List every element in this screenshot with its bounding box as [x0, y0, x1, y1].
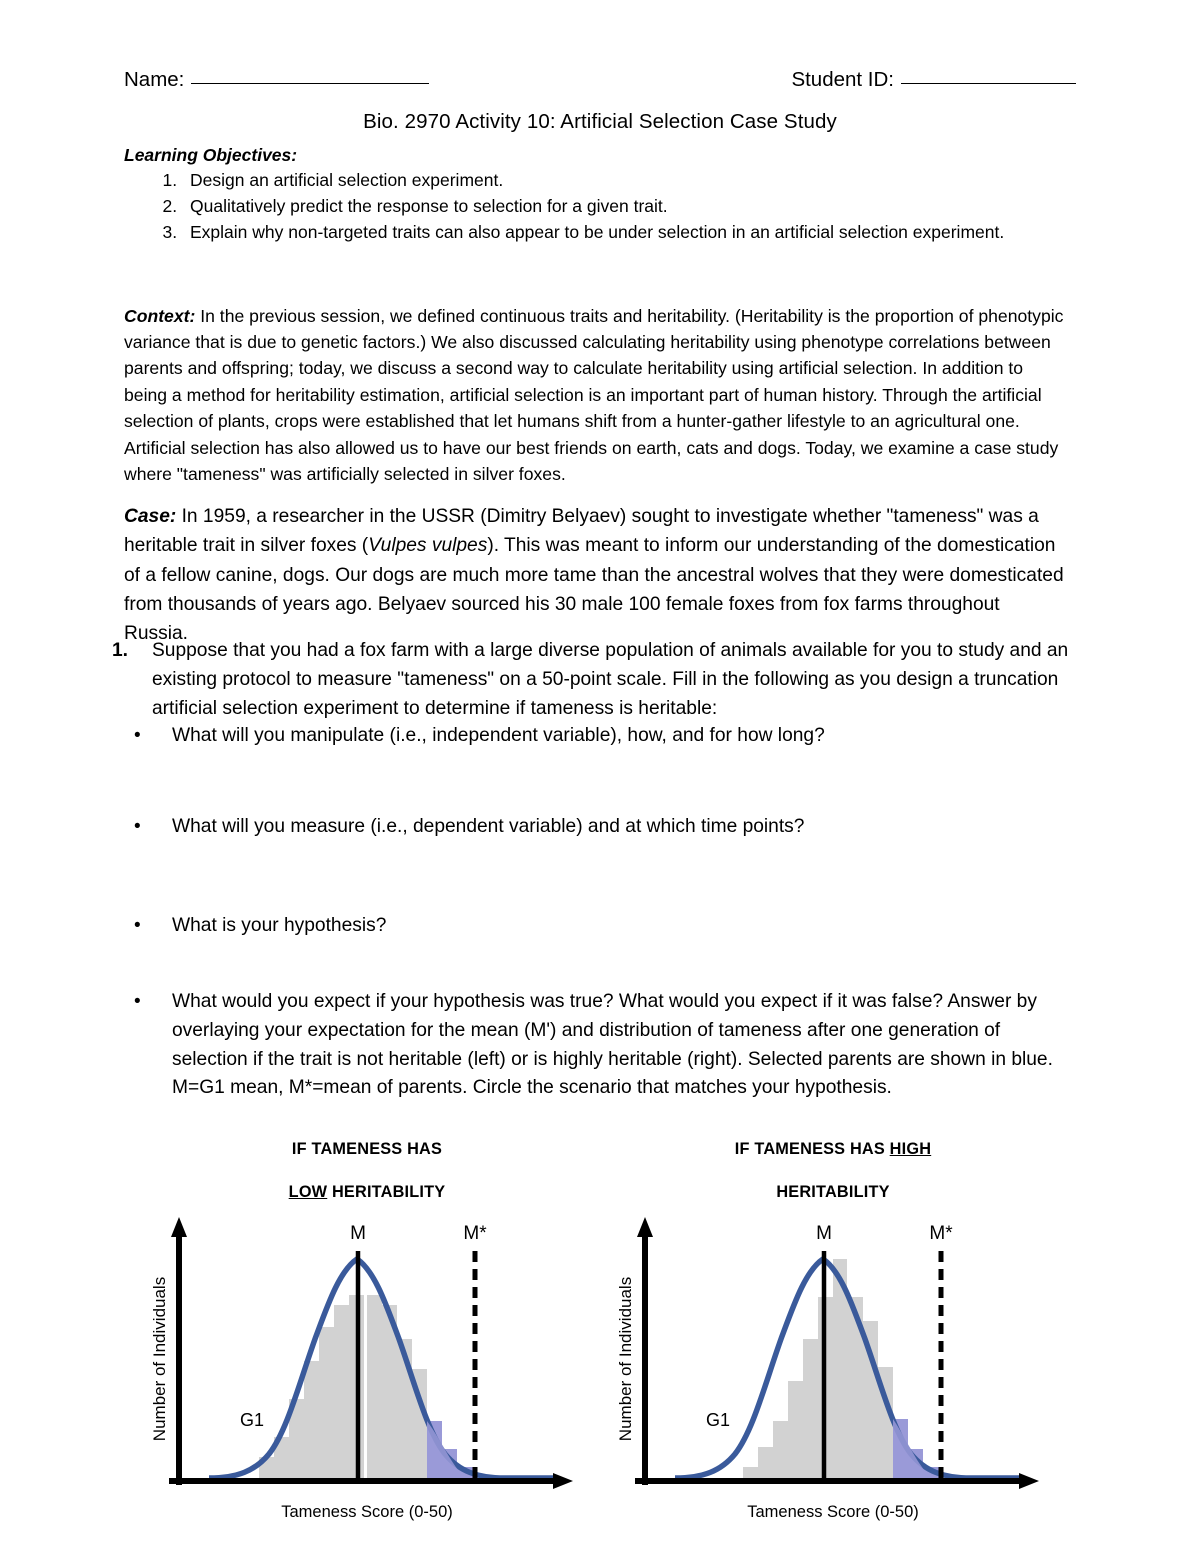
name-field-group [124, 68, 429, 92]
list-item: 2. Qualitatively predict the response to selection for a given trait. [182, 194, 1112, 220]
series-label-g1-low: G1 [240, 1409, 265, 1430]
species-name: Vulpes vulpes [368, 535, 488, 557]
chart-title-low-line1: IF TAMENESS HAS [291, 1140, 443, 1159]
x-axis-label-high: Tameness Score (0-50) [747, 1502, 919, 1521]
question-text: Suppose that you had a fox farm with a large diverse population of animals available for you to study and an existing protocol to measure "tameness" on a 50-point scale. Fill in the following as you design a truncation artificial selection experiment to determine if tameness is heritable: [152, 640, 1069, 719]
chart-low-svg [147, 1209, 587, 1509]
learning-objectives-heading: Learning Objectives: [124, 145, 298, 165]
case-text-part-two: ). This was meant to inform our understanding of the domestication of a fellow canine, dogs. Our dogs are much more tame than the ancestral wolves that they were domesticated from thousands of years ago. Belyaev sourced his 30 male 100 female foxes from fox farms throughout Russia. [124, 535, 1064, 644]
list-item: • What is your hypothesis? [112, 912, 1072, 941]
case-lead-label: Case: [124, 506, 177, 528]
list-item: 3. Explain why non-targeted traits can also appear to be under selection in an artificial selection experiment. [182, 220, 1112, 246]
question-1-block [112, 637, 1072, 723]
question-bullet-list-2 [112, 813, 1072, 842]
list-item: • What will you manipulate (i.e., independent variable), how, and for how long? [112, 722, 1072, 751]
chart-high-svg [613, 1209, 1053, 1509]
context-paragraph [124, 303, 1070, 488]
parent-mean-label-low: M* [463, 1222, 487, 1244]
case-text-part-one: In 1959, a researcher in the USSR (Dimitry Belyaev) sought to investigate whether "tameness" was a heritable trait in silver foxes ( [124, 506, 1039, 557]
mean-label-high: M [816, 1222, 832, 1244]
chart-title-high-underlined: HIGH [889, 1140, 932, 1159]
chart-title-low-rest: HERITABILITY [327, 1182, 446, 1201]
student-id-field-group [791, 68, 1076, 92]
learning-objectives-list [124, 168, 1112, 246]
name-input-blank[interactable] [191, 82, 429, 84]
list-item: • What would you expect if your hypothesis was true? What would you expect if it was false? Answer by overlaying your expectation for the mean (M') and distribution of tameness after one generation of selection if the trait is not heritable (left) or is highly heritable (right). Selected parents are shown in blue. M=G1 mean, M*=mean of parents. Circle the scenario that matches your hypothesis. [112, 988, 1072, 1103]
question-bullet-list-1 [112, 722, 1072, 751]
chart-title-high-line1: IF TAMENESS HAS [734, 1140, 890, 1159]
name-label: Name: [124, 68, 185, 91]
y-axis-arrow-low [171, 1217, 187, 1237]
chart-high-canvas [613, 1209, 1053, 1509]
list-item: 1. Design an artificial selection experiment. [182, 168, 1112, 194]
y-axis-label-low: Number of Individuals [150, 1276, 169, 1441]
chart-title-high-line2: HERITABILITY [776, 1182, 890, 1201]
chart-low-canvas [147, 1209, 587, 1509]
chart-low-heritability [147, 1118, 587, 1522]
question-number: 1. [112, 640, 129, 661]
chart-title-low [147, 1118, 587, 1203]
series-label-g1-high: G1 [706, 1409, 731, 1430]
mean-label-low: M [350, 1222, 366, 1244]
question-bullet-list-4 [112, 988, 1072, 1103]
context-body-text: In the previous session, we defined continuous traits and heritability. (Heritability is the proportion of phenotypic variance that is due to genetic factors.) We also discussed calculating heritability using phenotype correlations between parents and offspring; today, we discuss a second way to calculate heritability using artificial selection. In addition to being a method for heritability estimation, artificial selection is an important part of human history. Through the artificial selection of plants, crops were established that let humans shift from a hunter-gather lifestyle to an agricultural one. Artificial selection has also allowed us to have our best friends on earth, cats and dogs. Today, we examine a case study where "tameness" was artificially selected in silver foxes. [124, 305, 1064, 484]
case-paragraph [124, 502, 1066, 648]
x-axis-arrow-high [1019, 1473, 1039, 1489]
student-id-label: Student ID: [791, 68, 894, 91]
chart-title-low-underlined: LOW [288, 1182, 328, 1201]
x-axis-label-low: Tameness Score (0-50) [281, 1502, 453, 1521]
question-bullet-list-3 [112, 912, 1072, 941]
y-axis-label-high: Number of Individuals [616, 1276, 635, 1441]
chart-high-heritability [613, 1118, 1053, 1522]
y-axis-arrow-high [637, 1217, 653, 1237]
selection-scenario-figures [0, 1118, 1200, 1522]
student-id-input-blank[interactable] [901, 82, 1076, 84]
list-item: • What will you measure (i.e., dependent variable) and at which time points? [112, 813, 1072, 842]
parent-mean-label-high: M* [929, 1222, 953, 1244]
page-title: Bio. 2970 Activity 10: Artificial Selection Case Study [363, 110, 837, 133]
chart-title-high [613, 1118, 1053, 1203]
x-axis-arrow-low [553, 1473, 573, 1489]
student-identity-row [124, 68, 1076, 92]
context-lead-label: Context: [124, 305, 196, 326]
